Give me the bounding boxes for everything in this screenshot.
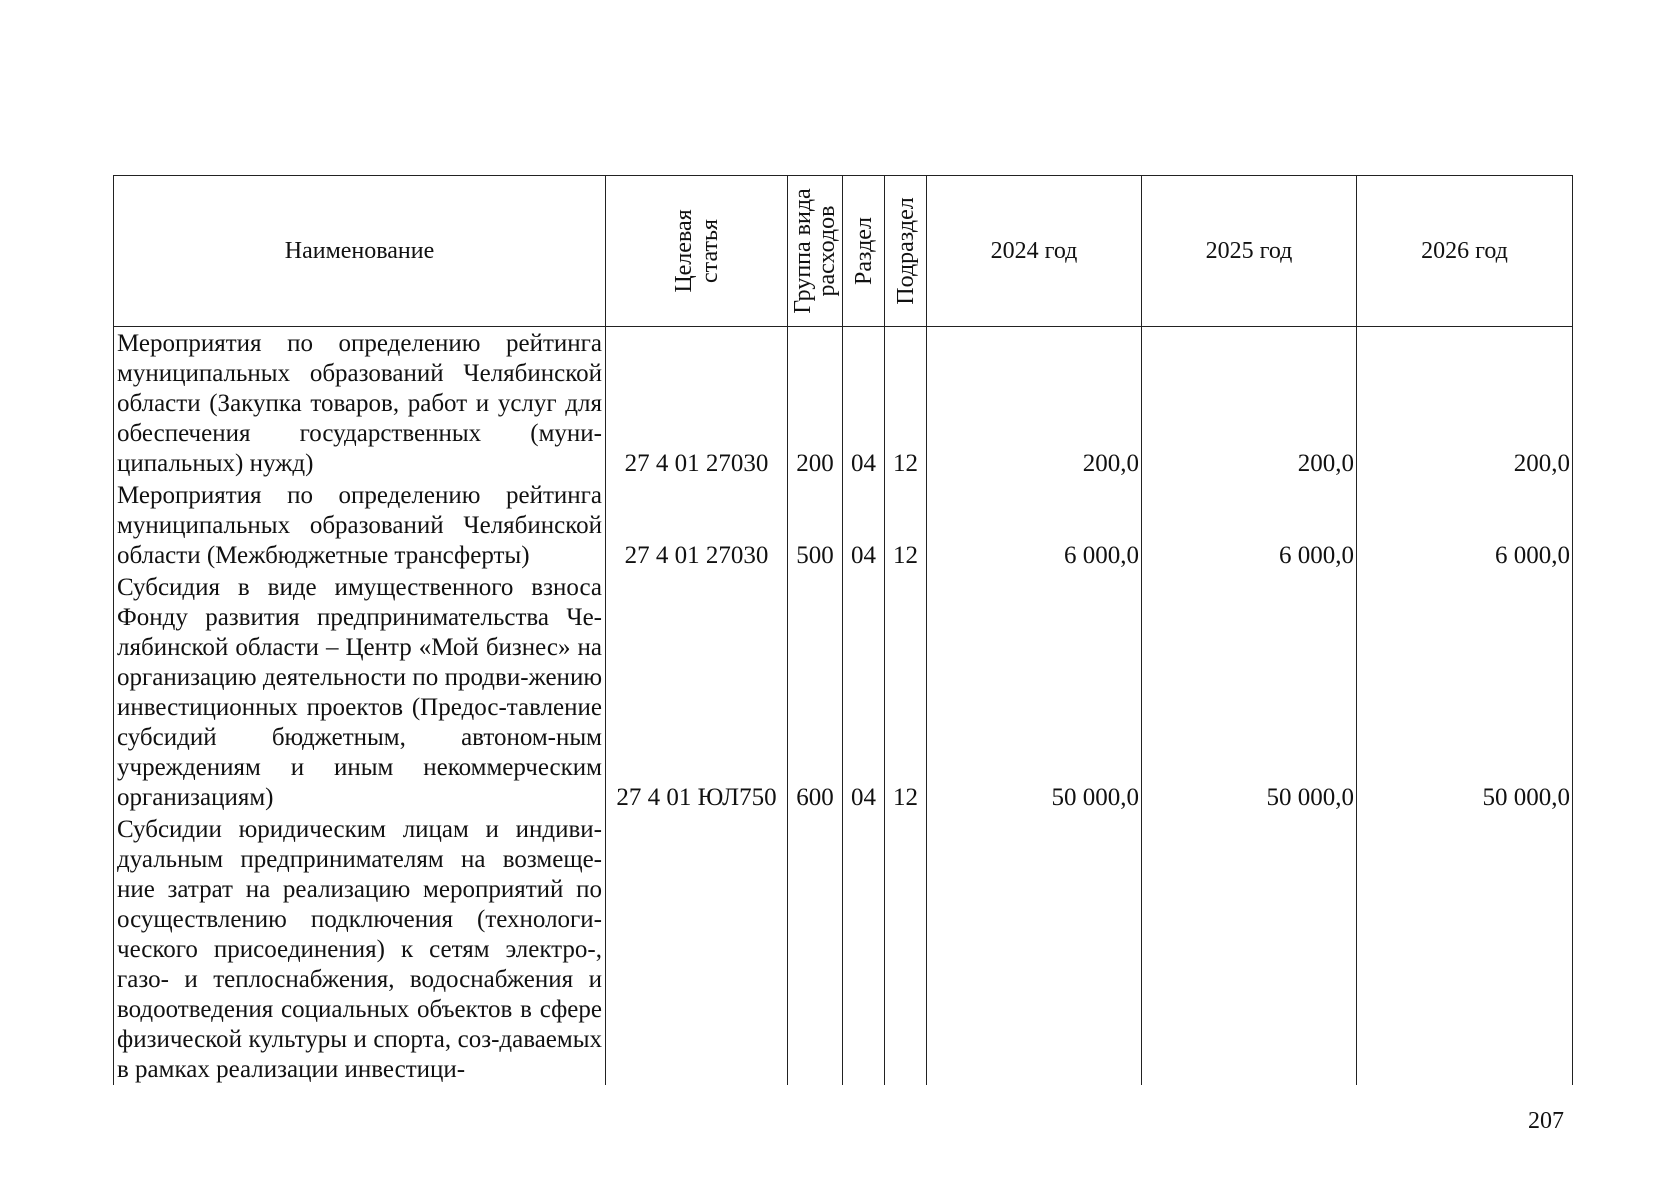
row-section: 04 [843,327,885,480]
header-expense-group-label: Группа вида расходов [790,188,840,314]
row-section [843,813,885,1085]
header-year-2026 [1357,176,1573,327]
header-year-2026-label: 2026 год [1421,237,1508,264]
table-row [114,327,1573,480]
row-expense-group: 600 [788,571,843,813]
row-2026: 50 000,0 [1357,571,1573,813]
budget-table [113,175,1573,1085]
row-2025: 200,0 [1142,327,1357,480]
row-2024: 200,0 [927,327,1142,480]
header-year-2024-label: 2024 год [990,237,1078,264]
row-target-article: 27 4 01 27030 [606,479,788,571]
row-expense-group: 500 [788,479,843,571]
row-2026 [1357,813,1573,1085]
row-2024: 6 000,0 [927,479,1142,571]
header-subsection [885,176,927,327]
header-year-2025 [1142,176,1357,327]
row-expense-group [788,813,843,1085]
header-section-label: Раздел [850,217,877,285]
header-target-article-label: Целевая статья [670,209,723,293]
row-2025: 50 000,0 [1142,571,1357,813]
row-section: 04 [843,571,885,813]
header-section [843,176,885,327]
row-target-article: 27 4 01 27030 [606,327,788,480]
row-2026: 6 000,0 [1357,479,1573,571]
header-subsection-label: Подраздел [892,197,919,305]
row-2026: 200,0 [1357,327,1573,480]
row-target-article: 27 4 01 ЮЛ750 [606,571,788,813]
header-name-label: Наименование [284,237,435,264]
header-target-article [606,176,788,327]
row-name: Мероприятия по определению рейтинга муниципальных образований Челябинской области (Межбюджетные трансферты) [114,479,606,571]
row-name: Мероприятия по определению рейтинга муниципальных образований Челябинской области (Закупка товаров, работ и услуг для обеспечения государственных (муни-ципальных) нужд) [114,327,606,480]
header-year-2024 [927,176,1142,327]
table-row [114,479,1573,571]
row-expense-group: 200 [788,327,843,480]
row-section: 04 [843,479,885,571]
row-2025 [1142,813,1357,1085]
row-name: Субсидия в виде имущественного взноса Фонду развития предпринимательства Че-лябинской области – Центр «Мой бизнес» на организацию деятельности по продви-жению инвестиционных проектов (Предос-тавление субсидий бюджетным, автоном-ным учреждениям и иным некоммерческим организациям) [114,571,606,813]
row-subsection: 12 [885,571,927,813]
table-row [114,571,1573,813]
table-header-row [114,176,1573,327]
row-target-article [606,813,788,1085]
row-2025: 6 000,0 [1142,479,1357,571]
header-name [114,176,606,327]
table-row [114,813,1573,1085]
row-subsection [885,813,927,1085]
row-2024: 50 000,0 [927,571,1142,813]
header-year-2025-label: 2025 год [1205,237,1293,264]
row-name: Субсидии юридическим лицам и индиви-дуальным предпринимателям на возмеще-ние затрат на реализацию мероприятий по осуществлению подключения (технологи-ческого присоединения) к сетям электро-, газо- и теплоснабжения, водоснабжения и водоотведения социальных объектов в сфере физической культуры и спорта, соз-даваемых в рамках реализации инвестици- [114,813,606,1085]
header-expense-group [788,176,843,327]
row-subsection: 12 [885,327,927,480]
row-2024 [927,813,1142,1085]
row-subsection: 12 [885,479,927,571]
page-number: 207 [1528,1108,1564,1134]
